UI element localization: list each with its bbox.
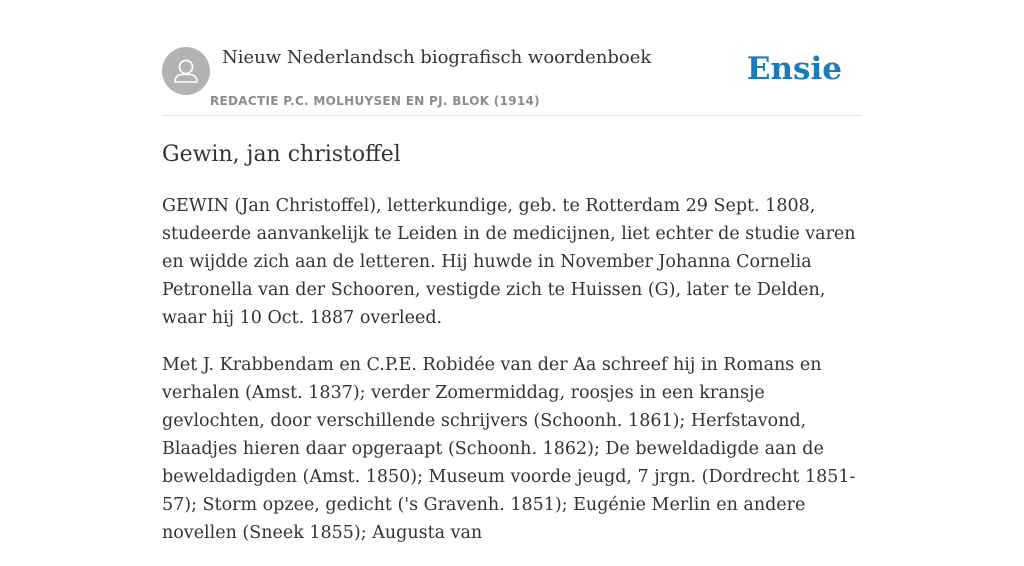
header <box>162 0 862 116</box>
entry-paragraph: GEWIN (Jan Christoffel), letterkundige, geb. te Rotterdam 29 Sept. 1808, studeerde aanvankelijk te Leiden in de medicijnen, liet echter de studie varen en wijdde zich aan de letteren. Hij huwde in November Johanna Cornelia Petronella van der Schooren, vestigde zich te Huissen (G), later te Delden, waar hij 10 Oct. 1887 overleed. <box>162 196 856 328</box>
entry-content <box>162 192 862 566</box>
source-editors: REDACTIE P.C. MOLHUYSEN EN PJ. BLOK (1914) <box>210 94 540 108</box>
entry-title: Gewin, jan christoffel <box>162 142 401 167</box>
entry-paragraph: Met J. Krabbendam en C.P.E. Robidée van der Aa schreef hij in Romans en verhalen (Amst. 1837); verder Zomermiddag, roosjes in een kransje gevlochten, door verschillende schrijvers (Schoonh. 1861); Herfstavond, Blaadjes hieren daar opgeraapt (Schoonh. 1862); De beweldadigde aan de beweldadigden (Amst. 1850); Museum voorde jeugd, 7 jrgn. (Dordrecht 1851-57); Storm opzee, gedicht ('s Gravenh. 1851); Eugénie Merlin en andere novellen (Sneek 1855); Augusta van <box>162 355 856 543</box>
ensie-logo[interactable]: Ensie <box>746 51 842 87</box>
person-outline-icon <box>162 47 210 95</box>
source-title[interactable]: Nieuw Nederlandsch biografisch woordenboek <box>222 47 652 68</box>
page <box>162 0 862 543</box>
user-avatar-icon[interactable] <box>162 47 210 95</box>
